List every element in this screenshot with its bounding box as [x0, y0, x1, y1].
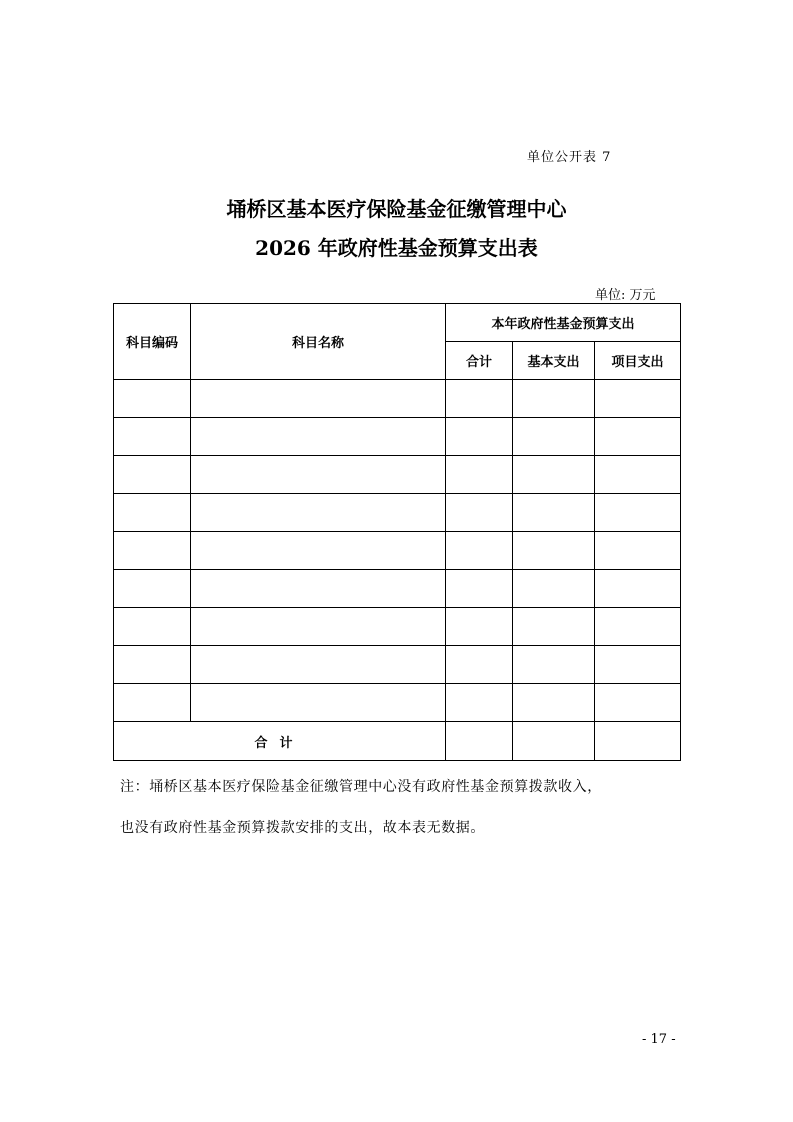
cell-total: [446, 456, 513, 494]
cell-total: [446, 418, 513, 456]
cell-basic: [513, 646, 595, 684]
total-label: 合计: [114, 722, 446, 761]
cell-name: [191, 532, 446, 570]
page-number: - 17 -: [642, 1032, 676, 1047]
table-row: [114, 494, 681, 532]
cell-basic: [513, 494, 595, 532]
header-basic-expenditure: 基本支出: [513, 342, 595, 380]
cell-code: [114, 494, 191, 532]
page-subtitle: 2026 年政府性基金预算支出表: [255, 236, 538, 260]
cell-code: [114, 532, 191, 570]
note-line-2: 也没有政府性基金预算拨款安排的支出，故本表无数据。: [120, 820, 485, 836]
total-cell-basic: [513, 722, 595, 761]
cell-total: [446, 532, 513, 570]
cell-name: [191, 494, 446, 532]
table-row: [114, 570, 681, 608]
cell-code: [114, 646, 191, 684]
cell-code: [114, 456, 191, 494]
table-row: [114, 608, 681, 646]
table-row: [114, 418, 681, 456]
cell-basic: [513, 456, 595, 494]
cell-code: [114, 380, 191, 418]
cell-project: [595, 646, 681, 684]
cell-basic: [513, 608, 595, 646]
cell-total: [446, 494, 513, 532]
cell-name: [191, 646, 446, 684]
cell-project: [595, 684, 681, 722]
cell-project: [595, 456, 681, 494]
cell-name: [191, 456, 446, 494]
table-row: [114, 380, 681, 418]
total-row: [114, 722, 681, 761]
table-row: [114, 684, 681, 722]
cell-project: [595, 608, 681, 646]
page-title: 埇桥区基本医疗保险基金征缴管理中心: [226, 197, 567, 221]
cell-project: [595, 494, 681, 532]
unit-label: 单位: 万元: [595, 288, 656, 303]
cell-basic: [513, 570, 595, 608]
table-row: [114, 646, 681, 684]
cell-code: [114, 418, 191, 456]
cell-total: [446, 646, 513, 684]
cell-total: [446, 684, 513, 722]
table-header-row: [114, 304, 681, 342]
cell-project: [595, 418, 681, 456]
cell-code: [114, 570, 191, 608]
cell-project: [595, 532, 681, 570]
cell-name: [191, 380, 446, 418]
cell-name: [191, 608, 446, 646]
header-expenditure-group: 本年政府性基金预算支出: [446, 304, 681, 342]
cell-basic: [513, 380, 595, 418]
cell-name: [191, 684, 446, 722]
cell-code: [114, 684, 191, 722]
cell-total: [446, 380, 513, 418]
cell-basic: [513, 532, 595, 570]
cell-total: [446, 608, 513, 646]
cell-project: [595, 380, 681, 418]
header-subject-code: 科目编码: [114, 304, 191, 380]
cell-basic: [513, 418, 595, 456]
table-row: [114, 456, 681, 494]
cell-code: [114, 608, 191, 646]
total-cell-project: [595, 722, 681, 761]
cell-name: [191, 570, 446, 608]
header-project-expenditure: 项目支出: [595, 342, 681, 380]
budget-table: [113, 303, 681, 761]
cell-total: [446, 570, 513, 608]
cell-basic: [513, 684, 595, 722]
form-label: 单位公开表 7: [527, 150, 612, 165]
note-line-1: 注：埇桥区基本医疗保险基金征缴管理中心没有政府性基金预算拨款收入，: [120, 779, 602, 795]
header-subject-name: 科目名称: [191, 304, 446, 380]
total-cell-total: [446, 722, 513, 761]
header-total: 合计: [446, 342, 513, 380]
cell-project: [595, 570, 681, 608]
table-row: [114, 532, 681, 570]
cell-name: [191, 418, 446, 456]
